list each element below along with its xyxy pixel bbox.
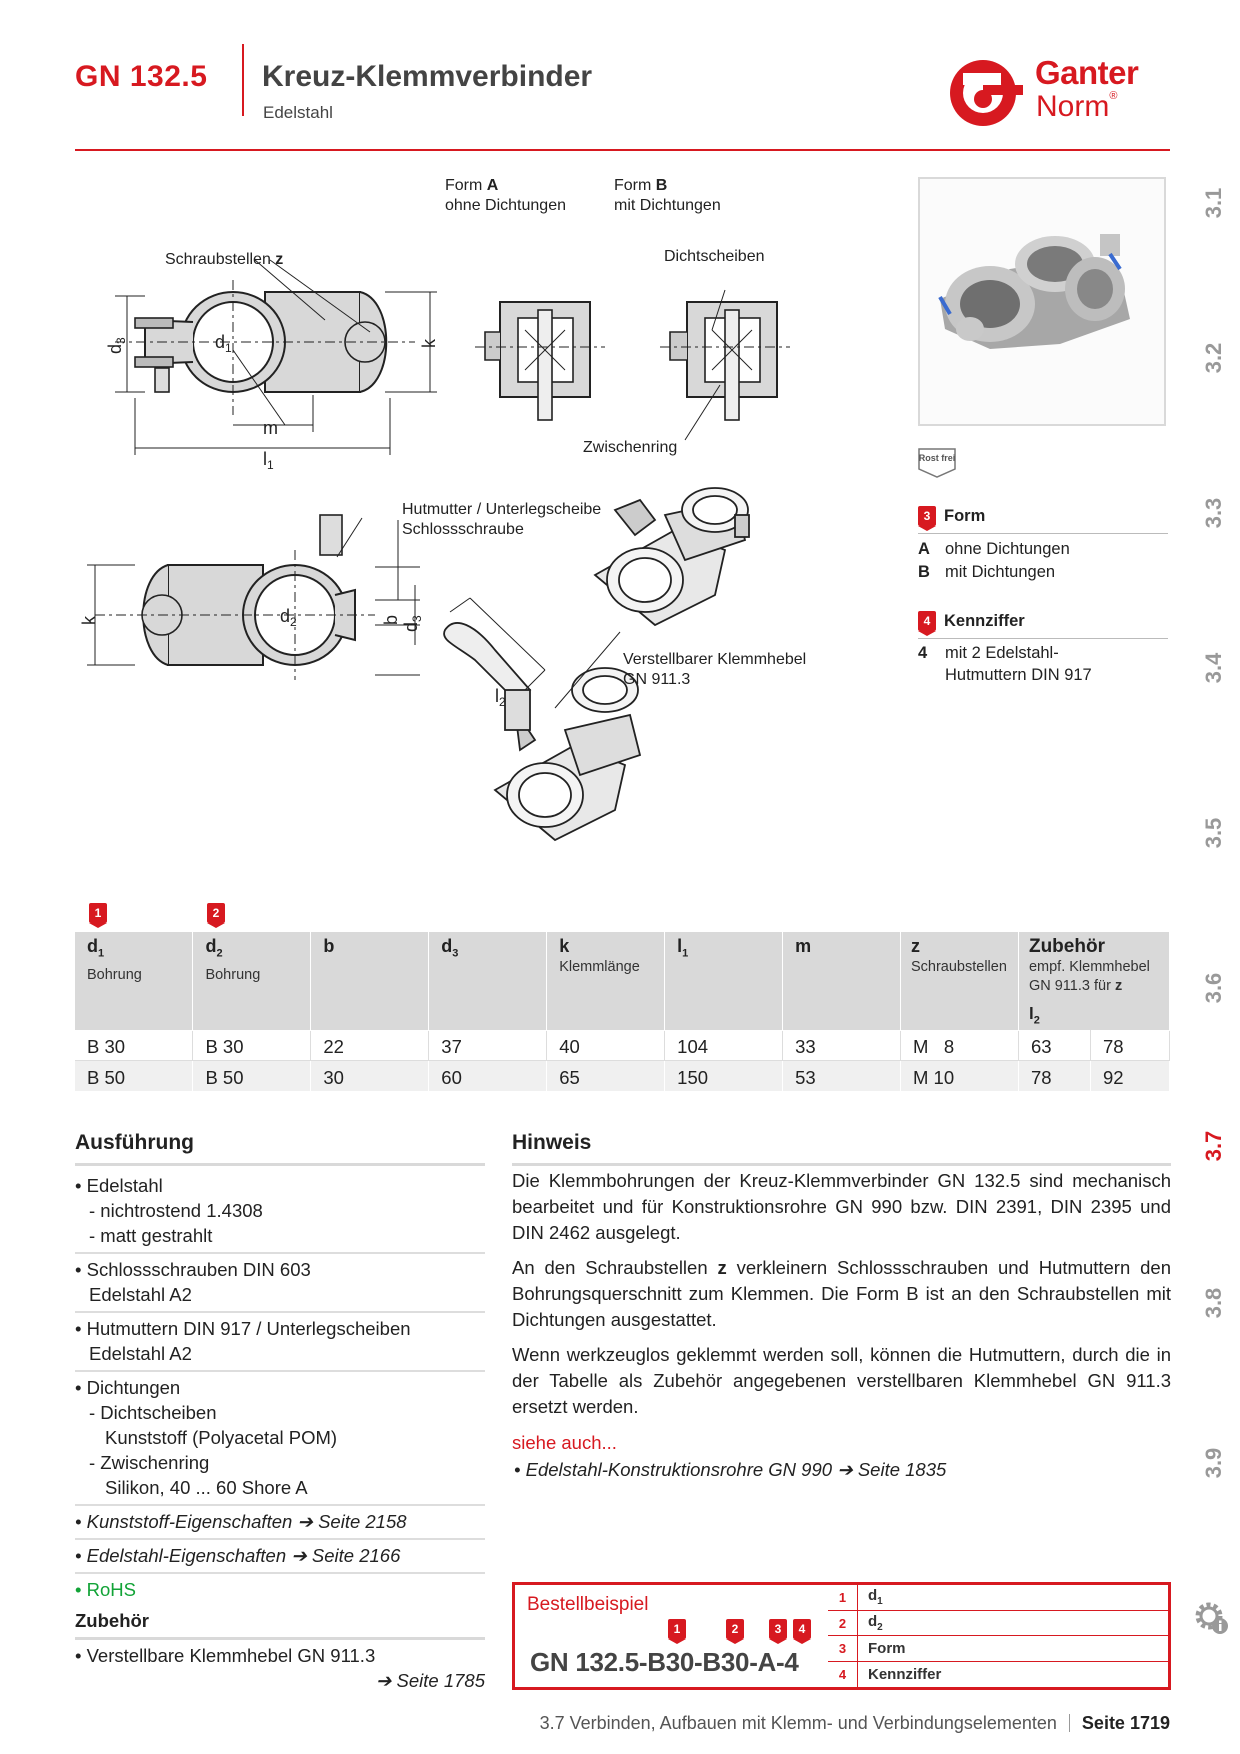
chapter-tab-3-4[interactable]: 3.4 [1201,652,1226,684]
legend-row: 4 Kennziffer [828,1662,1169,1688]
chapter-tab-3-7[interactable]: 3.7 [1201,1130,1226,1162]
chapter-tab-3-8[interactable]: 3.8 [1201,1287,1226,1319]
col-m: m [783,932,901,1031]
col-l1: $l_1$ [665,932,783,1031]
page-footer [0,1713,1170,1734]
legend-row: 1 $d_1$ [828,1585,1169,1611]
drawing-form-a [475,302,605,420]
label-form-b: Form B [614,177,668,194]
label-dichtscheiben: Dichtscheiben [664,248,765,265]
dim-d3-label: $d_3$ [105,337,128,354]
order-badge-1: 1 [668,1619,686,1639]
drawing-iso-lever [444,598,640,840]
list-item: • Hutmuttern DIN 917 / Unterlegscheiben Edelstahl A2 [75,1313,485,1372]
dim-b-label: b [381,614,401,625]
label-schraubstellen: Schraubstellen z [165,251,284,268]
label-form-a-desc: ohne Dichtungen [445,197,566,214]
divider [918,638,1168,639]
list-item: • Verstellbare Klemmhebel GN 911.3 [75,1645,376,1666]
option-row: 4 mit 2 Edelstahl- [918,644,1059,662]
zubehoer-title: Zubehör [75,1610,149,1631]
order-example-title: Bestellbeispiel [527,1594,649,1615]
chapter-tab-3-1[interactable]: 3.1 [1201,187,1226,219]
see-also-label: siehe auch... [512,1432,617,1453]
label-form-b-desc: mit Dichtungen [614,197,721,214]
divider [512,1163,1171,1166]
divider [75,1163,485,1166]
hinweis-paragraph: Wenn werkzeuglos geklemmt werden soll, können die Hutmuttern, durch die in der Tabelle als Zubehör angegebenen verstellbaren Klemmhebel GN 911.3 ersetzt werden. [512,1344,1171,1417]
col-zubehoer: Zubehör empf. Klemmhebel GN 911.3 für z $l_2$ [1018,932,1169,1031]
option-row: Hutmuttern DIN 917 [945,666,1092,684]
col-k: k Klemmlänge [547,932,665,1031]
header-rule [75,149,1170,151]
logo-text-ganter: Ganter [1035,54,1139,91]
label-hutmutter: Hutmutter / Unterlegscheibe [402,501,602,518]
list-item: • Dichtungen - Dichtscheiben Kunststoff (Polyacetal POM) - Zwischenring Silikon, 40 ... 60 Shore A [75,1372,485,1506]
label-form-a: Form A [445,177,499,194]
footer-chapter: 3.7 Verbinden, Aufbauen mit Klemm- und Verbindungselementen [539,1713,1057,1733]
technical-drawing [75,170,875,890]
drawing-iso-view [595,488,749,625]
label-zwischenring: Zwischenring [583,439,678,456]
logo-text-norm: Norm® [1036,90,1118,123]
page-number: Seite 1719 [1081,1713,1170,1733]
col-d3: $d_3$ [429,932,547,1031]
rohs-item: • RoHS [75,1579,136,1600]
badge-4: 4 [918,611,936,631]
table-row: B 50 B 50 30 60 65 150 53 M 10 78 92 [75,1061,1170,1091]
hinweis-paragraph: An den Schraubstellen z verkleinern Schlossschrauben und Hutmuttern den Bohrungsquerschnitt zum Klemmen. Die Form B ist an den Schraubstellen mit Dichtungen ausgestattet. [512,1257,1171,1330]
ausfuehrung-title: Ausführung [75,1131,194,1154]
kennziffer-heading: 4 Kennziffer [918,611,1025,631]
chapter-tab-3-2[interactable]: 3.2 [1201,342,1226,374]
dim-l2-label: $l_2$ [495,686,506,709]
divider [75,1637,485,1640]
hinweis-title: Hinweis [512,1131,592,1154]
product-photo [918,177,1166,426]
order-badge-4: 4 [793,1619,811,1639]
col-d2: $d_2$ Bohrung [193,932,311,1031]
dimension-table [75,932,1170,1091]
page-title: Kreuz-Klemmverbinder [262,60,593,93]
ganter-logo-icon [945,55,1025,130]
legend-row: 3 Form [828,1636,1169,1662]
ausfuehrung-list [75,1170,485,1606]
option-row: A ohne Dichtungen [918,540,1070,558]
table-row: B 30 B 30 22 37 40 104 33 M 8 63 78 [75,1031,1170,1061]
legend-row: 2 $d_2$ [828,1611,1169,1637]
label-schlossschraube: Schlossschraube [402,521,524,538]
link-kunststoff[interactable]: • Kunststoff-Eigenschaften ➔ Seite 2158 [75,1506,485,1540]
rostfrei-icon [917,447,957,479]
chapter-tab-3-3[interactable]: 3.3 [1201,497,1226,529]
form-heading: 3 Form [918,506,985,526]
dim-m-label: m [263,418,278,438]
gear-info-icon[interactable] [1191,1598,1231,1638]
dim-l1-label: $l_1$ [263,449,274,472]
drawing-front-view [87,515,420,680]
order-example-box [512,1582,1171,1690]
link-klemmhebel[interactable]: ➔ Seite 1785 [375,1670,485,1691]
dim-d1-label: $d_1$ [215,332,232,355]
dim-k-label: k [419,339,439,348]
product-photo-image [920,179,1164,424]
order-code: GN 132.5-B30-B30-A-4 [530,1647,799,1677]
label-klemmhebel-gn: GN 911.3 [623,671,691,688]
link-konstruktionsrohre[interactable]: • Edelstahl-Konstruktionsrohre GN 990 ➔ Seite 1835 [514,1459,947,1480]
hinweis-paragraph: Die Klemmbohrungen der Kreuz-Klemmverbinder GN 132.5 sind mechanisch bearbeitet und für Konstruktionsrohre GN 990 bzw. DIN 2391, DIN 2395 und DIN 2462 ausgelegt. [512,1170,1171,1243]
svg-text:Rost frei: Rost frei [918,453,956,463]
drawing-form-b [660,290,790,440]
order-badge-2: 2 [726,1619,744,1639]
chapter-tab-3-9[interactable]: 3.9 [1201,1447,1226,1479]
list-item: • Edelstahl - nichtrostend 1.4308 - matt gestrahlt [75,1170,485,1254]
order-legend [828,1585,1169,1687]
divider [918,533,1168,534]
dim-d2-label: $d_2$ [280,606,297,629]
list-item: • Schlossschrauben DIN 603 Edelstahl A2 [75,1254,485,1313]
dim-d3-label-2: $d_3$ [401,615,424,632]
badge-3: 3 [918,506,936,526]
col-b: b [311,932,429,1031]
header-divider [242,44,244,116]
badge-1: 1 [89,903,107,923]
col-z: z Schraubstellen [900,932,1018,1031]
product-code: GN 132.5 [75,60,208,93]
chapter-tab-3-5[interactable]: 3.5 [1201,817,1226,849]
label-klemmhebel: Verstellbarer Klemmhebel [623,651,807,668]
chapter-tab-3-6[interactable]: 3.6 [1201,972,1226,1004]
link-edelstahl[interactable]: • Edelstahl-Eigenschaften ➔ Seite 2166 [75,1540,485,1574]
option-row: B mit Dichtungen [918,563,1056,581]
page-subtitle: Edelstahl [263,103,333,122]
zubehoer-list [75,1643,485,1693]
hinweis-body [512,1168,1171,1483]
col-d1: $d_1$ Bohrung [75,932,193,1031]
badge-2: 2 [207,903,225,923]
dim-k-label-2: k [79,616,99,625]
order-badge-3: 3 [769,1619,787,1639]
